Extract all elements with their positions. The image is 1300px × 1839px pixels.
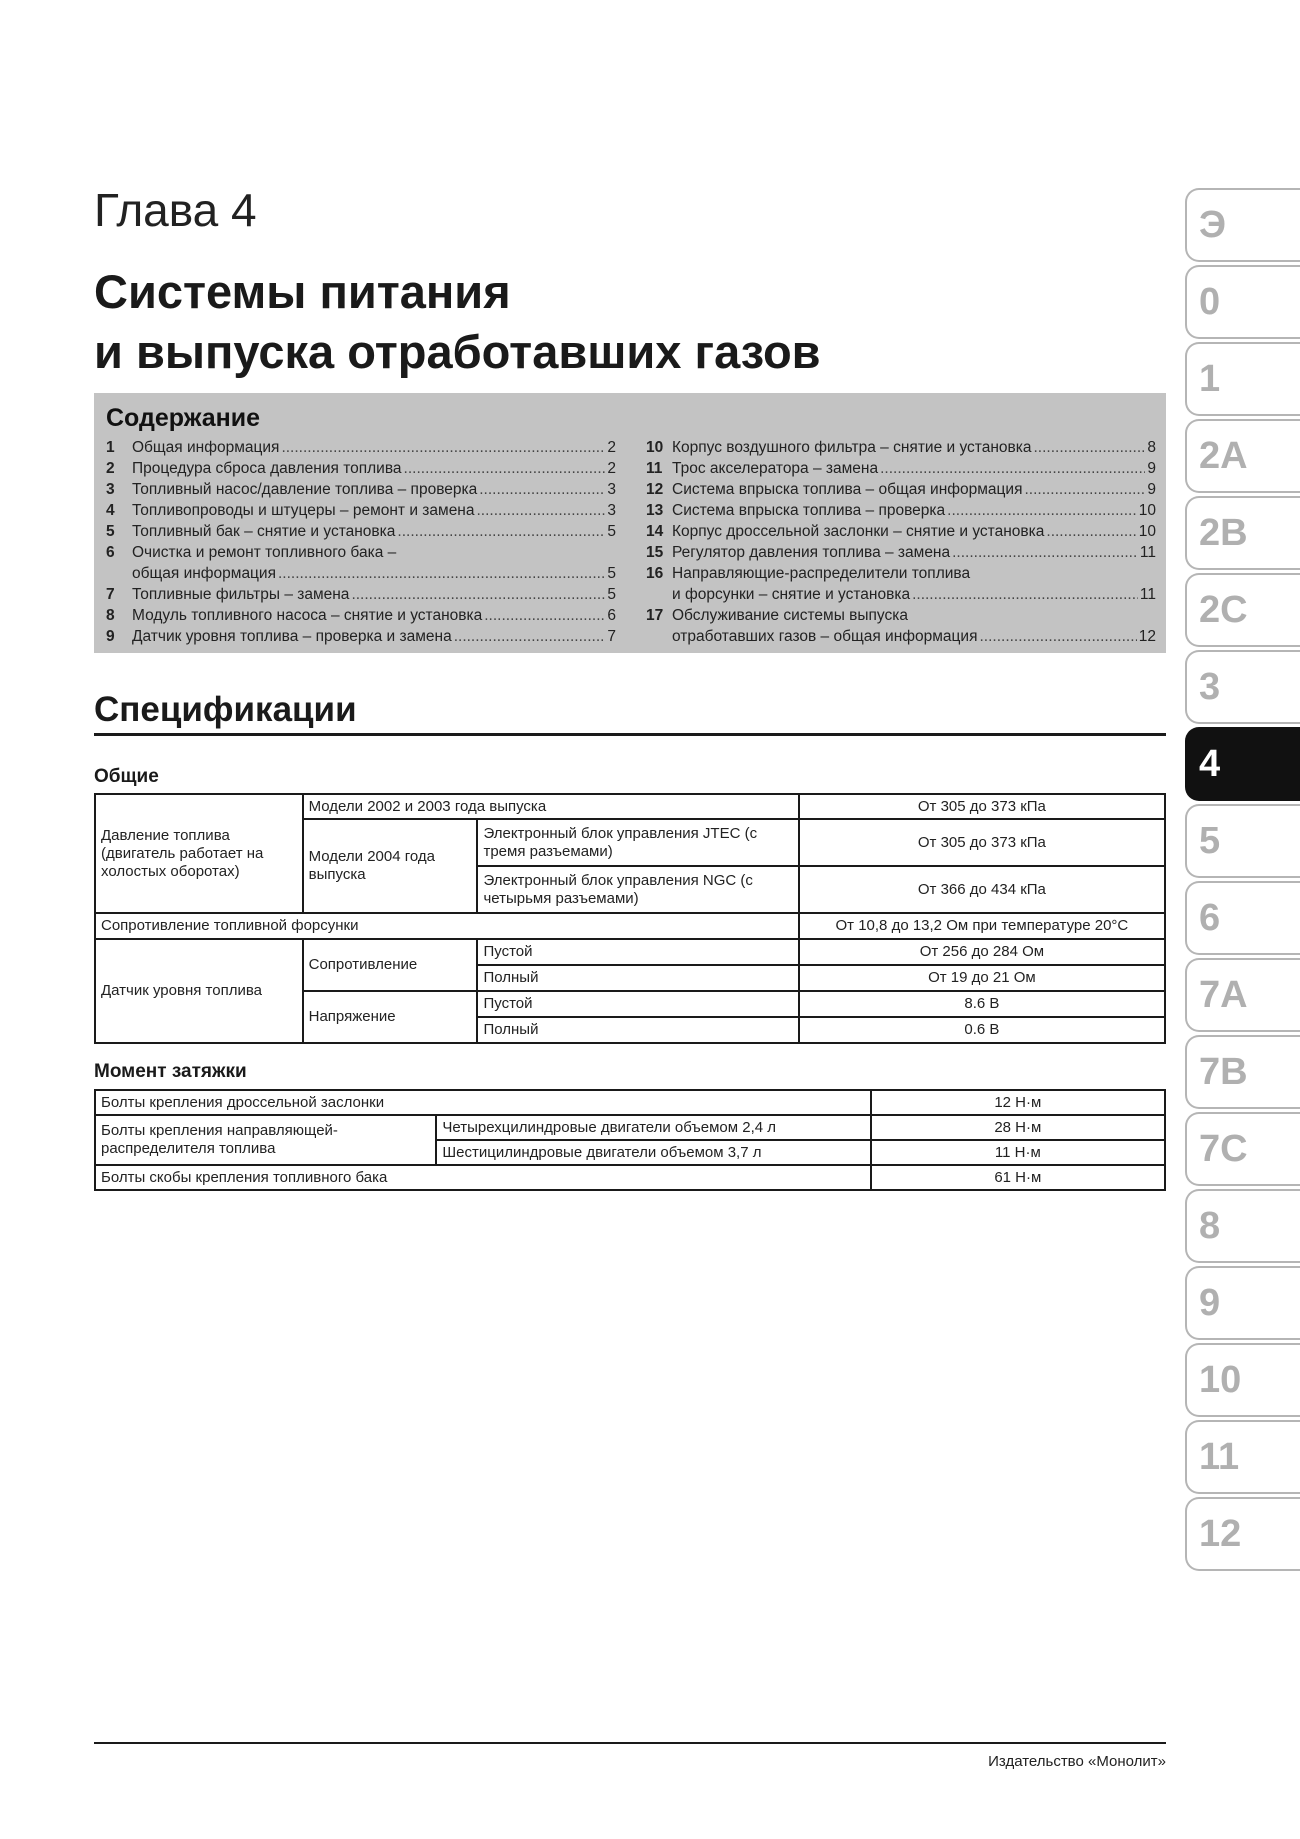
resistance-full-value: От 19 до 21 Ом	[799, 965, 1165, 991]
toc-entry	[646, 458, 1156, 479]
six-cyl-label: Шестицилиндровые двигатели объемом 3,7 л	[436, 1140, 870, 1165]
toc-entry-page: 2	[607, 439, 616, 456]
toc-entry	[646, 563, 1156, 605]
fuel-pressure-label: Давление топлива (двигатель работает на холостых оборотах)	[95, 794, 303, 913]
toc-entry-text: общая информация	[132, 565, 276, 582]
resistance-empty-label: Пустой	[477, 939, 798, 965]
toc-entry-text: Система впрыска топлива – проверка	[672, 502, 946, 519]
publisher-label: Издательство «Монолит»	[988, 1753, 1166, 1770]
toc-entry-page: 7	[607, 628, 616, 645]
chapter-tab[interactable]: 7A	[1185, 958, 1300, 1032]
toc-entry-page: 9	[1147, 460, 1156, 477]
throttle-bolts-label: Болты крепления дроссельной заслонки	[95, 1090, 871, 1115]
toc-leader-dots	[479, 479, 605, 500]
toc-entry-page: 8	[1147, 439, 1156, 456]
four-cyl-label: Четырехцилиндровые двигатели объемом 2,4 л	[436, 1115, 870, 1140]
chapter-tab[interactable]: 2C	[1185, 573, 1300, 647]
toc-entry-page: 6	[607, 607, 616, 624]
toc-entry-number: 6	[106, 544, 115, 561]
chapter-tab[interactable]: 10	[1185, 1343, 1300, 1417]
toc-entry-text: Процедура сброса давления топлива	[132, 460, 402, 477]
six-cyl-value: 11 Н·м	[871, 1140, 1165, 1165]
title-line-1: Системы питания	[94, 265, 511, 318]
toc-leader-dots	[404, 458, 606, 479]
chapter-tab[interactable]: 2A	[1185, 419, 1300, 493]
toc-entry-text: Обслуживание системы выпуска	[672, 607, 908, 624]
title-line-2: и выпуска отработавших газов	[94, 325, 821, 378]
voltage-full-value: 0.6 В	[799, 1017, 1165, 1043]
toc-entry-text: Регулятор давления топлива – замена	[672, 544, 951, 561]
chapter-tab[interactable]: 6	[1185, 881, 1300, 955]
injector-resistance-value: От 10,8 до 13,2 Ом при температуре 20°С	[799, 913, 1165, 939]
toc-entry-number: 4	[106, 502, 115, 519]
toc-leader-dots	[1034, 437, 1146, 458]
toc-entry-number: 8	[106, 607, 115, 624]
table-row	[95, 1090, 1165, 1115]
toc-entry-page: 10	[1138, 502, 1156, 519]
ecu-jtec-label: Электронный блок управления JTEC (с тремя разъемами)	[477, 819, 798, 866]
toc-entry-number: 9	[106, 628, 115, 645]
toc-entry-text: Очистка и ремонт топливного бака –	[132, 544, 397, 561]
toc-entry-text: Топливный насос/давление топлива – проверка	[132, 481, 478, 498]
toc-leader-dots	[1046, 521, 1136, 542]
chapter-tab[interactable]: 5	[1185, 804, 1300, 878]
chapter-tab[interactable]: 11	[1185, 1420, 1300, 1494]
toc-entry-page: 10	[1138, 523, 1156, 540]
toc-entry-page: 3	[607, 502, 616, 519]
table-row	[95, 939, 1165, 965]
voltage-empty-label: Пустой	[477, 991, 798, 1017]
toc-entry-text: Топливные фильтры – замена	[132, 586, 350, 603]
toc-entry-number: 2	[106, 460, 115, 477]
resistance-full-label: Полный	[477, 965, 798, 991]
toc-entry-text: Модуль топливного насоса – снятие и установка	[132, 607, 483, 624]
toc-entry-text: Система впрыска топлива – общая информация	[672, 481, 1023, 498]
toc-left-column	[106, 437, 616, 647]
toc-entry-page: 12	[1138, 628, 1156, 645]
toc-entry	[646, 605, 1156, 647]
chapter-label: Глава 4	[94, 184, 257, 236]
toc-entry-page: 5	[607, 523, 616, 540]
chapter-tab[interactable]: 0	[1185, 265, 1300, 339]
toc-entry-text: и форсунки – снятие и установка	[672, 586, 911, 603]
toc-leader-dots	[351, 584, 605, 605]
models-2004-label: Модели 2004 года выпуска	[303, 819, 478, 913]
toc-entry	[106, 458, 616, 479]
models-2002-2003-value: От 305 до 373 кПа	[799, 794, 1165, 819]
toc-entry	[646, 500, 1156, 521]
toc-right-column	[646, 437, 1156, 647]
chapter-tab[interactable]: 2B	[1185, 496, 1300, 570]
toc-entry	[106, 521, 616, 542]
general-heading: Общие	[94, 766, 159, 787]
toc-leader-dots	[454, 626, 606, 647]
toc-entry	[646, 521, 1156, 542]
toc-entry	[106, 479, 616, 500]
page-title	[94, 262, 1154, 382]
resistance-empty-value: От 256 до 284 Ом	[799, 939, 1165, 965]
specifications-heading: Спецификации	[94, 690, 357, 729]
toc-entry	[646, 542, 1156, 563]
toc-entry-number: 1	[106, 439, 115, 456]
toc-entry	[106, 542, 616, 584]
toc-entry-page: 3	[607, 481, 616, 498]
toc-entry	[106, 437, 616, 458]
toc-entry	[106, 605, 616, 626]
voltage-empty-value: 8.6 В	[799, 991, 1165, 1017]
toc-entry-text: Направляющие-распределители топлива	[672, 565, 971, 582]
chapter-tab[interactable]: 7B	[1185, 1035, 1300, 1109]
contents-box	[94, 393, 1166, 653]
tank-strap-bolts-value: 61 Н·м	[871, 1165, 1165, 1190]
table-row	[95, 794, 1165, 819]
ecu-ngc-value: От 366 до 434 кПа	[799, 866, 1165, 913]
toc-entry-number: 5	[106, 523, 115, 540]
toc-entry-page: 11	[1139, 586, 1156, 603]
toc-leader-dots	[484, 605, 605, 626]
toc-entry-text: Датчик уровня топлива – проверка и замена	[132, 628, 452, 645]
toc-entry-page: 5	[607, 565, 616, 582]
toc-entry-number: 12	[646, 481, 664, 498]
toc-entry	[106, 500, 616, 521]
toc-leader-dots	[947, 500, 1137, 521]
toc-leader-dots	[281, 437, 605, 458]
voltage-full-label: Полный	[477, 1017, 798, 1043]
toc-entry	[106, 626, 616, 647]
toc-entry	[646, 479, 1156, 500]
four-cyl-value: 28 Н·м	[871, 1115, 1165, 1140]
chapter-tab[interactable]: 3	[1185, 650, 1300, 724]
toc-entry-page: 5	[607, 586, 616, 603]
toc-entry	[106, 584, 616, 605]
toc-entry-number: 7	[106, 586, 115, 603]
toc-entry-text: Топливопроводы и штуцеры – ремонт и замена	[132, 502, 475, 519]
table-row	[95, 1165, 1165, 1190]
toc-entry-text: Корпус воздушного фильтра – снятие и установка	[672, 439, 1032, 456]
toc-entry-text: Корпус дроссельной заслонки – снятие и установка	[672, 523, 1045, 540]
toc-entry-page: 2	[607, 460, 616, 477]
ecu-jtec-value: От 305 до 373 кПа	[799, 819, 1165, 866]
models-2002-2003-label: Модели 2002 и 2003 года выпуска	[303, 794, 799, 819]
chapter-tab[interactable]: 7C	[1185, 1112, 1300, 1186]
toc-entry-number: 14	[646, 523, 664, 540]
resistance-label: Сопротивление	[303, 939, 478, 991]
chapter-tab[interactable]: 4	[1185, 727, 1300, 801]
toc-entry-page: 11	[1139, 544, 1156, 561]
toc-leader-dots	[912, 584, 1138, 605]
toc-leader-dots	[278, 563, 605, 584]
chapter-tab[interactable]: Э	[1185, 188, 1300, 262]
footer-divider	[94, 1742, 1166, 1744]
toc-entry-page: 9	[1147, 481, 1156, 498]
toc-entry-number: 3	[106, 481, 115, 498]
toc-leader-dots	[979, 626, 1136, 647]
rail-bolts-label: Болты крепления направляющей-распределителя топлива	[95, 1115, 436, 1165]
chapter-tab[interactable]: 8	[1185, 1189, 1300, 1263]
ecu-ngc-label: Электронный блок управления NGC (с четырьмя разъемами)	[477, 866, 798, 913]
table-row	[95, 913, 1165, 939]
toc-entry-number: 16	[646, 565, 664, 582]
contents-heading: Содержание	[106, 404, 261, 432]
chapter-tab[interactable]: 9	[1185, 1266, 1300, 1340]
toc-entry-text: отработавших газов – общая информация	[672, 628, 978, 645]
general-spec-table	[94, 793, 1166, 1044]
toc-leader-dots	[880, 458, 1145, 479]
injector-resistance-label: Сопротивление топливной форсунки	[95, 913, 799, 939]
toc-leader-dots	[477, 500, 606, 521]
table-row	[95, 1115, 1165, 1140]
toc-entry-number: 15	[646, 544, 664, 561]
throttle-bolts-value: 12 Н·м	[871, 1090, 1165, 1115]
toc-entry	[646, 437, 1156, 458]
toc-entry-number: 13	[646, 502, 664, 519]
toc-entry-number: 10	[646, 439, 664, 456]
section-divider	[94, 733, 1166, 736]
chapter-tab[interactable]: 1	[1185, 342, 1300, 416]
torque-spec-table	[94, 1089, 1166, 1191]
fuel-level-sensor-label: Датчик уровня топлива	[95, 939, 303, 1043]
toc-leader-dots	[1024, 479, 1145, 500]
toc-entry-text: Топливный бак – снятие и установка	[132, 523, 396, 540]
toc-leader-dots	[397, 521, 605, 542]
torque-heading: Момент затяжки	[94, 1061, 247, 1082]
toc-entry-text: Трос акселератора – замена	[672, 460, 879, 477]
toc-leader-dots	[952, 542, 1138, 563]
toc-entry-text: Общая информация	[132, 439, 280, 456]
toc-entry-number: 17	[646, 607, 664, 624]
toc-entry-number: 11	[646, 460, 663, 477]
voltage-label: Напряжение	[303, 991, 478, 1043]
chapter-tab[interactable]: 12	[1185, 1497, 1300, 1571]
tank-strap-bolts-label: Болты скобы крепления топливного бака	[95, 1165, 871, 1190]
